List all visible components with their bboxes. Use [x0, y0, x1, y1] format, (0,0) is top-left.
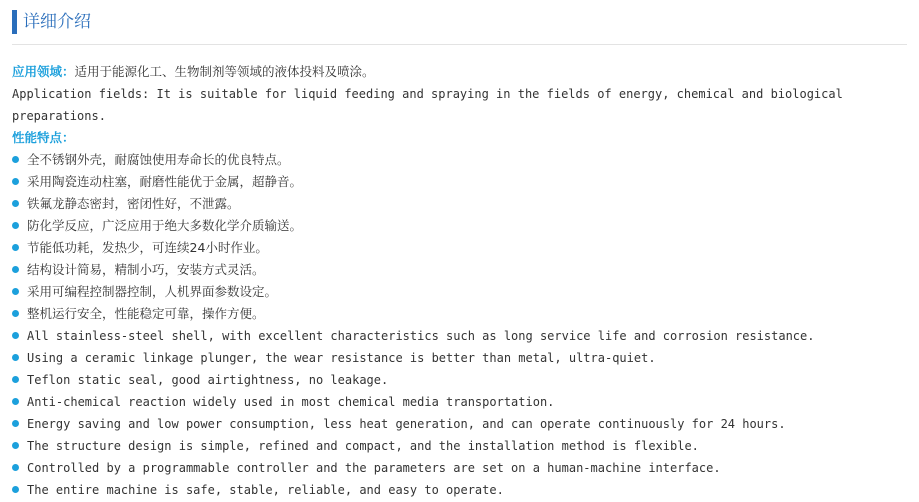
feature-item-en [12, 391, 892, 413]
application-label: 应用领域： [12, 64, 75, 79]
feature-text: The entire machine is safe, stable, reliable, and easy to operate. [27, 483, 504, 497]
feature-text: Anti-chemical reaction widely used in most chemical media transportation. [27, 395, 555, 409]
feature-item-zh [12, 149, 892, 171]
application-text-zh: 适用于能源化工、生物制剂等领域的液体投料及喷涂。 [74, 64, 375, 79]
bullet-dot-icon [12, 288, 19, 295]
feature-item-zh [12, 193, 892, 215]
bullet-dot-icon [12, 354, 19, 361]
bullet-dot-icon [12, 310, 19, 317]
features-heading [12, 127, 892, 149]
header-bar-icon [12, 10, 17, 34]
section-title: 详细介绍 [23, 12, 91, 32]
feature-item-en [12, 457, 892, 479]
bullet-dot-icon [12, 156, 19, 163]
bullet-dot-icon [12, 398, 19, 405]
feature-item-en [12, 479, 892, 501]
feature-text: Controlled by a programmable controller and the parameters are set on a human-machine interface. [27, 461, 721, 475]
section-header [12, 10, 91, 34]
feature-item-zh [12, 303, 892, 325]
feature-item-zh [12, 237, 892, 259]
feature-text: Energy saving and low power consumption, less heat generation, and can operate continuously for 24 hours. [27, 417, 786, 431]
feature-item-en [12, 347, 892, 369]
bullet-dot-icon [12, 200, 19, 207]
feature-text: 全不锈钢外壳，耐腐蚀使用寿命长的优良特点。 [27, 152, 290, 167]
bullet-dot-icon [12, 178, 19, 185]
feature-text: Using a ceramic linkage plunger, the wear resistance is better than metal, ultra-quiet. [27, 351, 656, 365]
features-label: 性能特点： [12, 130, 75, 145]
feature-text: The structure design is simple, refined and compact, and the installation method is flexible. [27, 439, 699, 453]
feature-item-zh [12, 215, 892, 237]
bullet-dot-icon [12, 222, 19, 229]
feature-item-en [12, 369, 892, 391]
feature-text: 铁氟龙静态密封，密闭性好，不泄露。 [27, 196, 240, 211]
feature-item-en [12, 413, 892, 435]
bullet-dot-icon [12, 244, 19, 251]
divider [12, 44, 907, 45]
bullet-dot-icon [12, 266, 19, 273]
bullet-dot-icon [12, 376, 19, 383]
application-zh-line [12, 61, 892, 83]
bullet-dot-icon [12, 486, 19, 493]
feature-item-zh [12, 171, 892, 193]
feature-text: 整机运行安全，性能稳定可靠，操作方便。 [27, 306, 265, 321]
feature-text: All stainless-steel shell, with excellent characteristics such as long service life and corrosion resistance. [27, 329, 815, 343]
bullet-dot-icon [12, 464, 19, 471]
feature-text: 采用可编程控制器控制，人机界面参数设定。 [27, 284, 278, 299]
feature-item-en [12, 435, 892, 457]
feature-text: 采用陶瓷连动柱塞，耐磨性能优于金属，超静音。 [27, 174, 303, 189]
feature-text: Teflon static seal, good airtightness, no leakage. [27, 373, 389, 387]
feature-item-zh [12, 281, 892, 303]
detail-content [12, 61, 892, 501]
feature-text: 结构设计简易，精制小巧，安装方式灵活。 [27, 262, 265, 277]
feature-text: 防化学反应，广泛应用于绝大多数化学介质输送。 [27, 218, 303, 233]
bullet-dot-icon [12, 442, 19, 449]
feature-item-zh [12, 259, 892, 281]
bullet-dot-icon [12, 332, 19, 339]
application-en-line-1: Application fields: It is suitable for liquid feeding and spraying in the fields of energy, chemical and biological [12, 87, 843, 101]
feature-item-en [12, 325, 892, 347]
application-en-line-2: preparations. [12, 109, 106, 123]
feature-text: 节能低功耗，发热少，可连续24小时作业。 [27, 240, 268, 255]
bullet-dot-icon [12, 420, 19, 427]
